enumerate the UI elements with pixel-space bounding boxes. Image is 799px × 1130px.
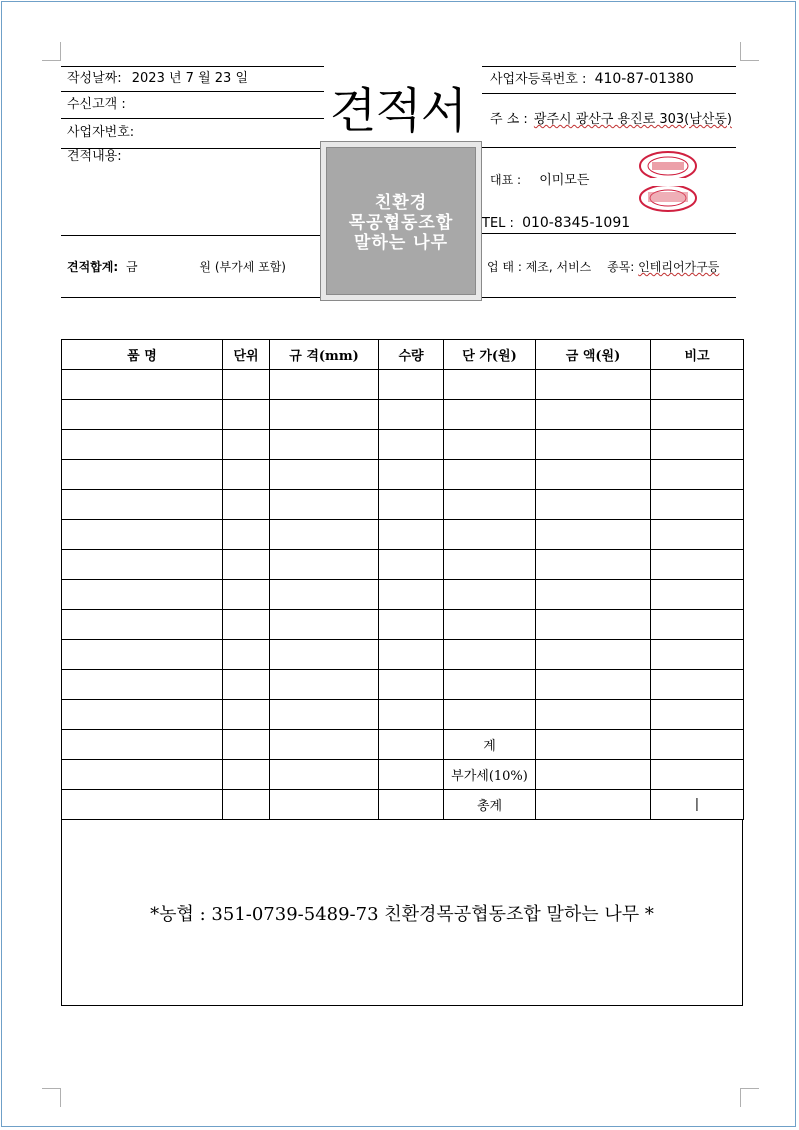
rule [61,91,324,92]
table-cell [651,520,744,550]
ceo-label: 대표 : [490,173,522,187]
table-cell [536,520,651,550]
stamp-line: 목공협동조합 [348,213,454,233]
table-cell [379,640,444,670]
table-cell [444,670,536,700]
seal-icon [638,186,698,214]
table-cell [651,610,744,640]
table-cell [536,790,651,820]
table-cell [62,760,223,790]
table-cell [536,370,651,400]
table-cell [379,790,444,820]
table-cell [62,430,223,460]
table-cell [270,670,379,700]
col-header-unit: 단위 [223,340,270,370]
rule [61,297,324,298]
table-cell [223,670,270,700]
table-cell [379,730,444,760]
col-header-unit-price: 단 가(원) [444,340,536,370]
col-header-spec: 규 격(mm) [270,340,379,370]
rule [482,147,736,148]
table-cell [536,400,651,430]
rule [61,235,324,236]
table-cell [379,700,444,730]
table-cell [651,490,744,520]
rule [482,233,736,234]
stamp-line: 말하는 나무 [353,233,449,253]
table-row [62,580,744,610]
rule [482,66,736,67]
table-cell [223,760,270,790]
table-cell [270,700,379,730]
crop-mark-top-right [740,42,759,61]
rule [482,93,736,94]
crop-mark-bottom-left [42,1088,61,1107]
table-cell [651,670,744,700]
table-cell [62,640,223,670]
table-cell [62,400,223,430]
date-row [67,71,248,87]
col-header-note: 비고 [651,340,744,370]
table-cell [270,640,379,670]
stamp-text [327,193,475,253]
bank-info: *농협 : 351-0739-5489-73 친환경목공협동조합 말하는 나무 * [150,904,654,925]
table-cell [62,700,223,730]
table-cell [444,640,536,670]
table-cell [536,730,651,760]
table-cell [536,460,651,490]
table-cell [62,670,223,700]
table-cell [379,370,444,400]
table-row [62,790,744,820]
table-cell [62,520,223,550]
table-cell [223,400,270,430]
table-cell [62,490,223,520]
col-header-qty: 수량 [379,340,444,370]
table-cell [223,460,270,490]
crop-mark-top-left [42,42,61,61]
table-cell [444,520,536,550]
table-cell: 부가세(10%) [444,760,536,790]
table-cell [651,460,744,490]
table-cell [223,730,270,760]
table-cell [536,700,651,730]
tel-row [482,215,630,232]
table-cell [270,430,379,460]
table-cell [379,760,444,790]
table-cell [536,490,651,520]
total-label: 견적합계: [67,260,119,274]
table-cell [651,730,744,760]
table-cell [651,760,744,790]
table-cell [444,700,536,730]
table-row [62,400,744,430]
table-cell [270,580,379,610]
biz-row [487,259,719,275]
table-cell [62,370,223,400]
table-cell [270,550,379,580]
table-cell [651,400,744,430]
table-cell [651,370,744,400]
table-cell [62,460,223,490]
document-title: 견적서 [330,83,467,139]
rule [61,118,324,119]
table-cell [223,610,270,640]
total-prefix: 금 [126,260,138,274]
table-row [62,610,744,640]
stamp-inner [326,147,476,295]
table-cell [379,550,444,580]
table-cell [223,580,270,610]
table-cell [444,580,536,610]
tel-value: 010-8345-1091 [522,215,631,231]
ceo-value: 이미모든 [539,173,590,188]
table-cell [270,490,379,520]
reg-label: 사업자등록번호 : [490,72,587,87]
table-cell [444,430,536,460]
customer-label: 수신고객 : [67,97,126,112]
col-header-name: 품 명 [62,340,223,370]
table-cell [379,580,444,610]
rule [482,297,736,298]
table-cell [270,370,379,400]
table-cell [223,640,270,670]
table-cell [536,760,651,790]
company-stamp-box [320,141,482,301]
col-header-amount: 금 액(원) [536,340,651,370]
stamp-line: 친환경 [374,193,428,213]
table-cell [62,580,223,610]
table-cell [651,580,744,610]
table-cell [379,670,444,700]
reg-row [490,71,694,88]
bizno-label: 사업자번호: [67,125,135,140]
total-row [67,259,286,275]
table-cell [270,520,379,550]
table-cell [444,550,536,580]
biz-value: 제조, 서비스 [525,260,592,274]
tel-label: TEL : [482,216,514,231]
table-cell: 총계 [444,790,536,820]
item-value: 인테리어가구등 [638,260,720,274]
table-cell [379,610,444,640]
table-cell [270,460,379,490]
table-row [62,490,744,520]
seal-icon [638,150,698,178]
table-cell [536,610,651,640]
table-cell [444,490,536,520]
table-header-row [62,340,744,370]
table-row [62,700,744,730]
table-cell: 계 [444,730,536,760]
table-row [62,640,744,670]
item-label: 종목: [607,260,635,274]
table-row [62,520,744,550]
table-cell [223,550,270,580]
table-cell [270,730,379,760]
content-label: 견적내용: [67,149,122,164]
table-cell [223,700,270,730]
table-cell [270,610,379,640]
crop-mark-bottom-right [740,1088,759,1107]
table-cell [223,490,270,520]
table-cell [270,760,379,790]
rule [61,66,324,67]
table-cell [651,430,744,460]
table-cell [379,460,444,490]
table-cell [536,670,651,700]
table-row [62,370,744,400]
table-cell [223,370,270,400]
total-suffix: 원 (부가세 포함) [199,260,286,274]
table-cell [270,790,379,820]
table-cell [444,610,536,640]
table-cell [379,400,444,430]
table-row [62,760,744,790]
table-cell: | [651,790,744,820]
table-cell [379,430,444,460]
table-cell [651,640,744,670]
date-value: 2023 년 7 월 23 일 [131,71,248,86]
table-cell [223,430,270,460]
items-table [61,339,744,820]
table-cell [379,520,444,550]
addr-row [490,112,732,128]
reg-value: 410-87-01380 [594,71,694,87]
biz-label: 업 태 : [487,260,522,274]
bank-box [61,820,743,1006]
table-row [62,730,744,760]
table-cell [651,550,744,580]
date-label: 작성날짜: [67,71,122,86]
table-cell [536,640,651,670]
table-cell [536,580,651,610]
table-cell [444,400,536,430]
table-row [62,670,744,700]
table-cell [62,610,223,640]
table-cell [536,430,651,460]
table-cell [536,550,651,580]
table-row [62,550,744,580]
table-cell [270,400,379,430]
table-row [62,460,744,490]
addr-label: 주 소 : [490,112,528,127]
table-cell [223,520,270,550]
ceo-row [490,172,589,189]
table-cell [379,490,444,520]
table-cell [62,550,223,580]
table-cell [444,370,536,400]
table-cell [223,790,270,820]
table-cell [62,730,223,760]
table-cell [651,700,744,730]
table-row [62,430,744,460]
table-cell [62,790,223,820]
table-cell [444,460,536,490]
addr-value: 광주시 광산구 용진로 303(남산동) [533,112,732,127]
